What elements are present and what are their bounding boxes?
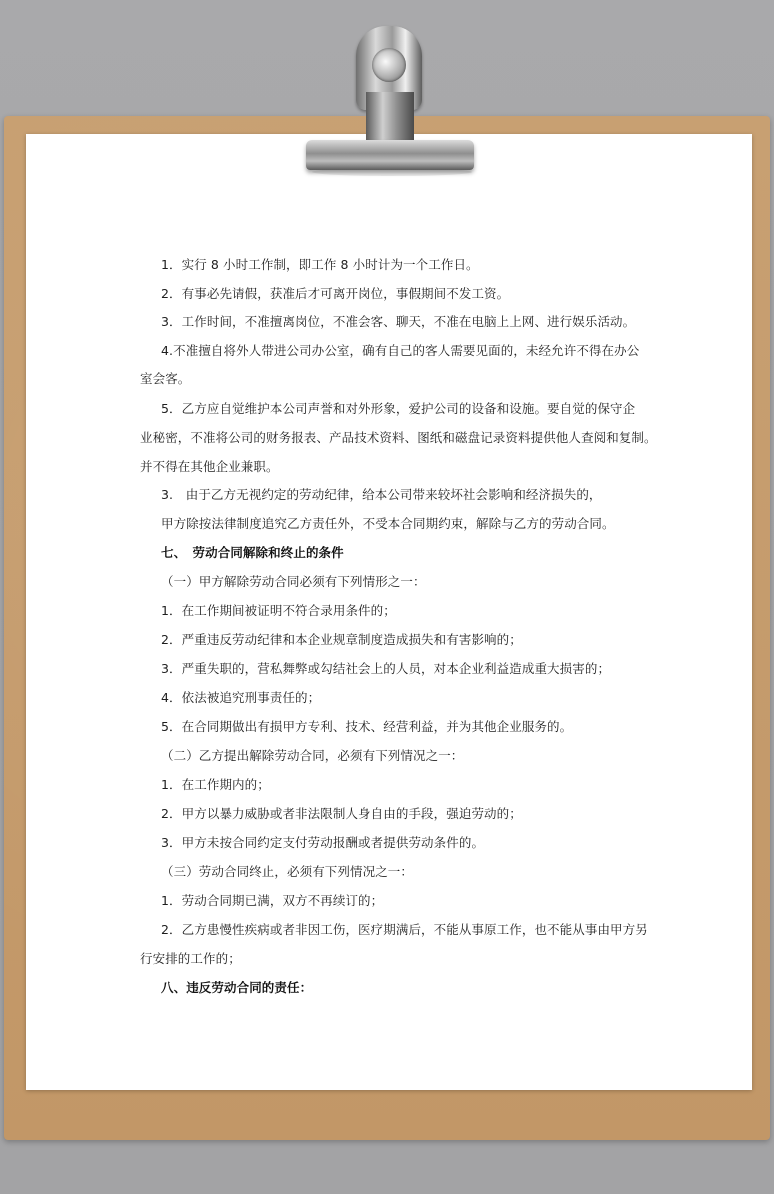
doc-line: 4.不准擅自将外人带进公司办公室，确有自己的客人需要见面的，未经允许不得在办公 bbox=[161, 343, 640, 358]
doc-line: 1．在工作期内的； bbox=[161, 777, 270, 792]
doc-line: 1．劳动合同期已满，双方不再续订的； bbox=[161, 893, 384, 908]
doc-line: 甲方除按法律制度追究乙方责任外，不受本合同期约束，解除与乙方的劳动合同。 bbox=[161, 516, 615, 531]
doc-line: （一）甲方解除劳动合同必须有下列情形之一： bbox=[161, 574, 426, 589]
doc-line: 4．依法被追究刑事责任的； bbox=[161, 690, 321, 705]
doc-line: 3．甲方未按合同约定支付劳动报酬或者提供劳动条件的。 bbox=[161, 835, 485, 850]
doc-line: 3. 由于乙方无视约定的劳动纪律，给本公司带来较坏社会影响和经济损失的， bbox=[161, 487, 602, 502]
doc-line: 2．甲方以暴力威胁或者非法限制人身自由的手段，强迫劳动的； bbox=[161, 806, 522, 821]
doc-line: （二）乙方提出解除劳动合同，必须有下列情况之一： bbox=[161, 748, 464, 763]
doc-line: 室会客。 bbox=[140, 371, 191, 386]
doc-line: 1．在工作期间被证明不符合录用条件的； bbox=[161, 603, 396, 618]
section-heading: 七、 劳动合同解除和终止的条件 bbox=[161, 545, 344, 560]
doc-line: 2．乙方患慢性疾病或者非因工伤，医疗期满后，不能从事原工作，也不能从事由甲方另 bbox=[161, 922, 648, 937]
doc-line: 1．实行 8 小时工作制，即工作 8 小时计为一个工作日。 bbox=[161, 257, 479, 272]
section-heading: 八、违反劳动合同的责任： bbox=[161, 980, 313, 995]
doc-line: （三）劳动合同终止，必须有下列情况之一： bbox=[161, 864, 414, 879]
doc-line: 5．在合同期做出有损甲方专利、技术、经营利益，并为其他企业服务的。 bbox=[161, 719, 573, 734]
doc-line: 3．工作时间，不准擅离岗位，不准会客、聊天，不准在电脑上上网、进行娱乐活动。 bbox=[161, 314, 636, 329]
doc-line: 2．有事必先请假，获准后才可离开岗位，事假期间不发工资。 bbox=[161, 286, 510, 301]
doc-line: 3．严重失职的，营私舞弊或勾结社会上的人员，对本企业利益造成重大损害的； bbox=[161, 661, 611, 676]
doc-line: 5．乙方应自觉维护本公司声誉和对外形象，爱护公司的设备和设施。要自觉的保守企 bbox=[161, 401, 636, 416]
doc-line: 2．严重违反劳动纪律和本企业规章制度造成损失和有害影响的； bbox=[161, 632, 522, 647]
doc-line: 并不得在其他企业兼职。 bbox=[140, 459, 279, 474]
doc-line: 行安排的工作的； bbox=[140, 951, 241, 966]
doc-line: 业秘密，不准将公司的财务报表、产品技术资料、图纸和磁盘记录资料提供他人查阅和复制。 bbox=[140, 430, 657, 445]
